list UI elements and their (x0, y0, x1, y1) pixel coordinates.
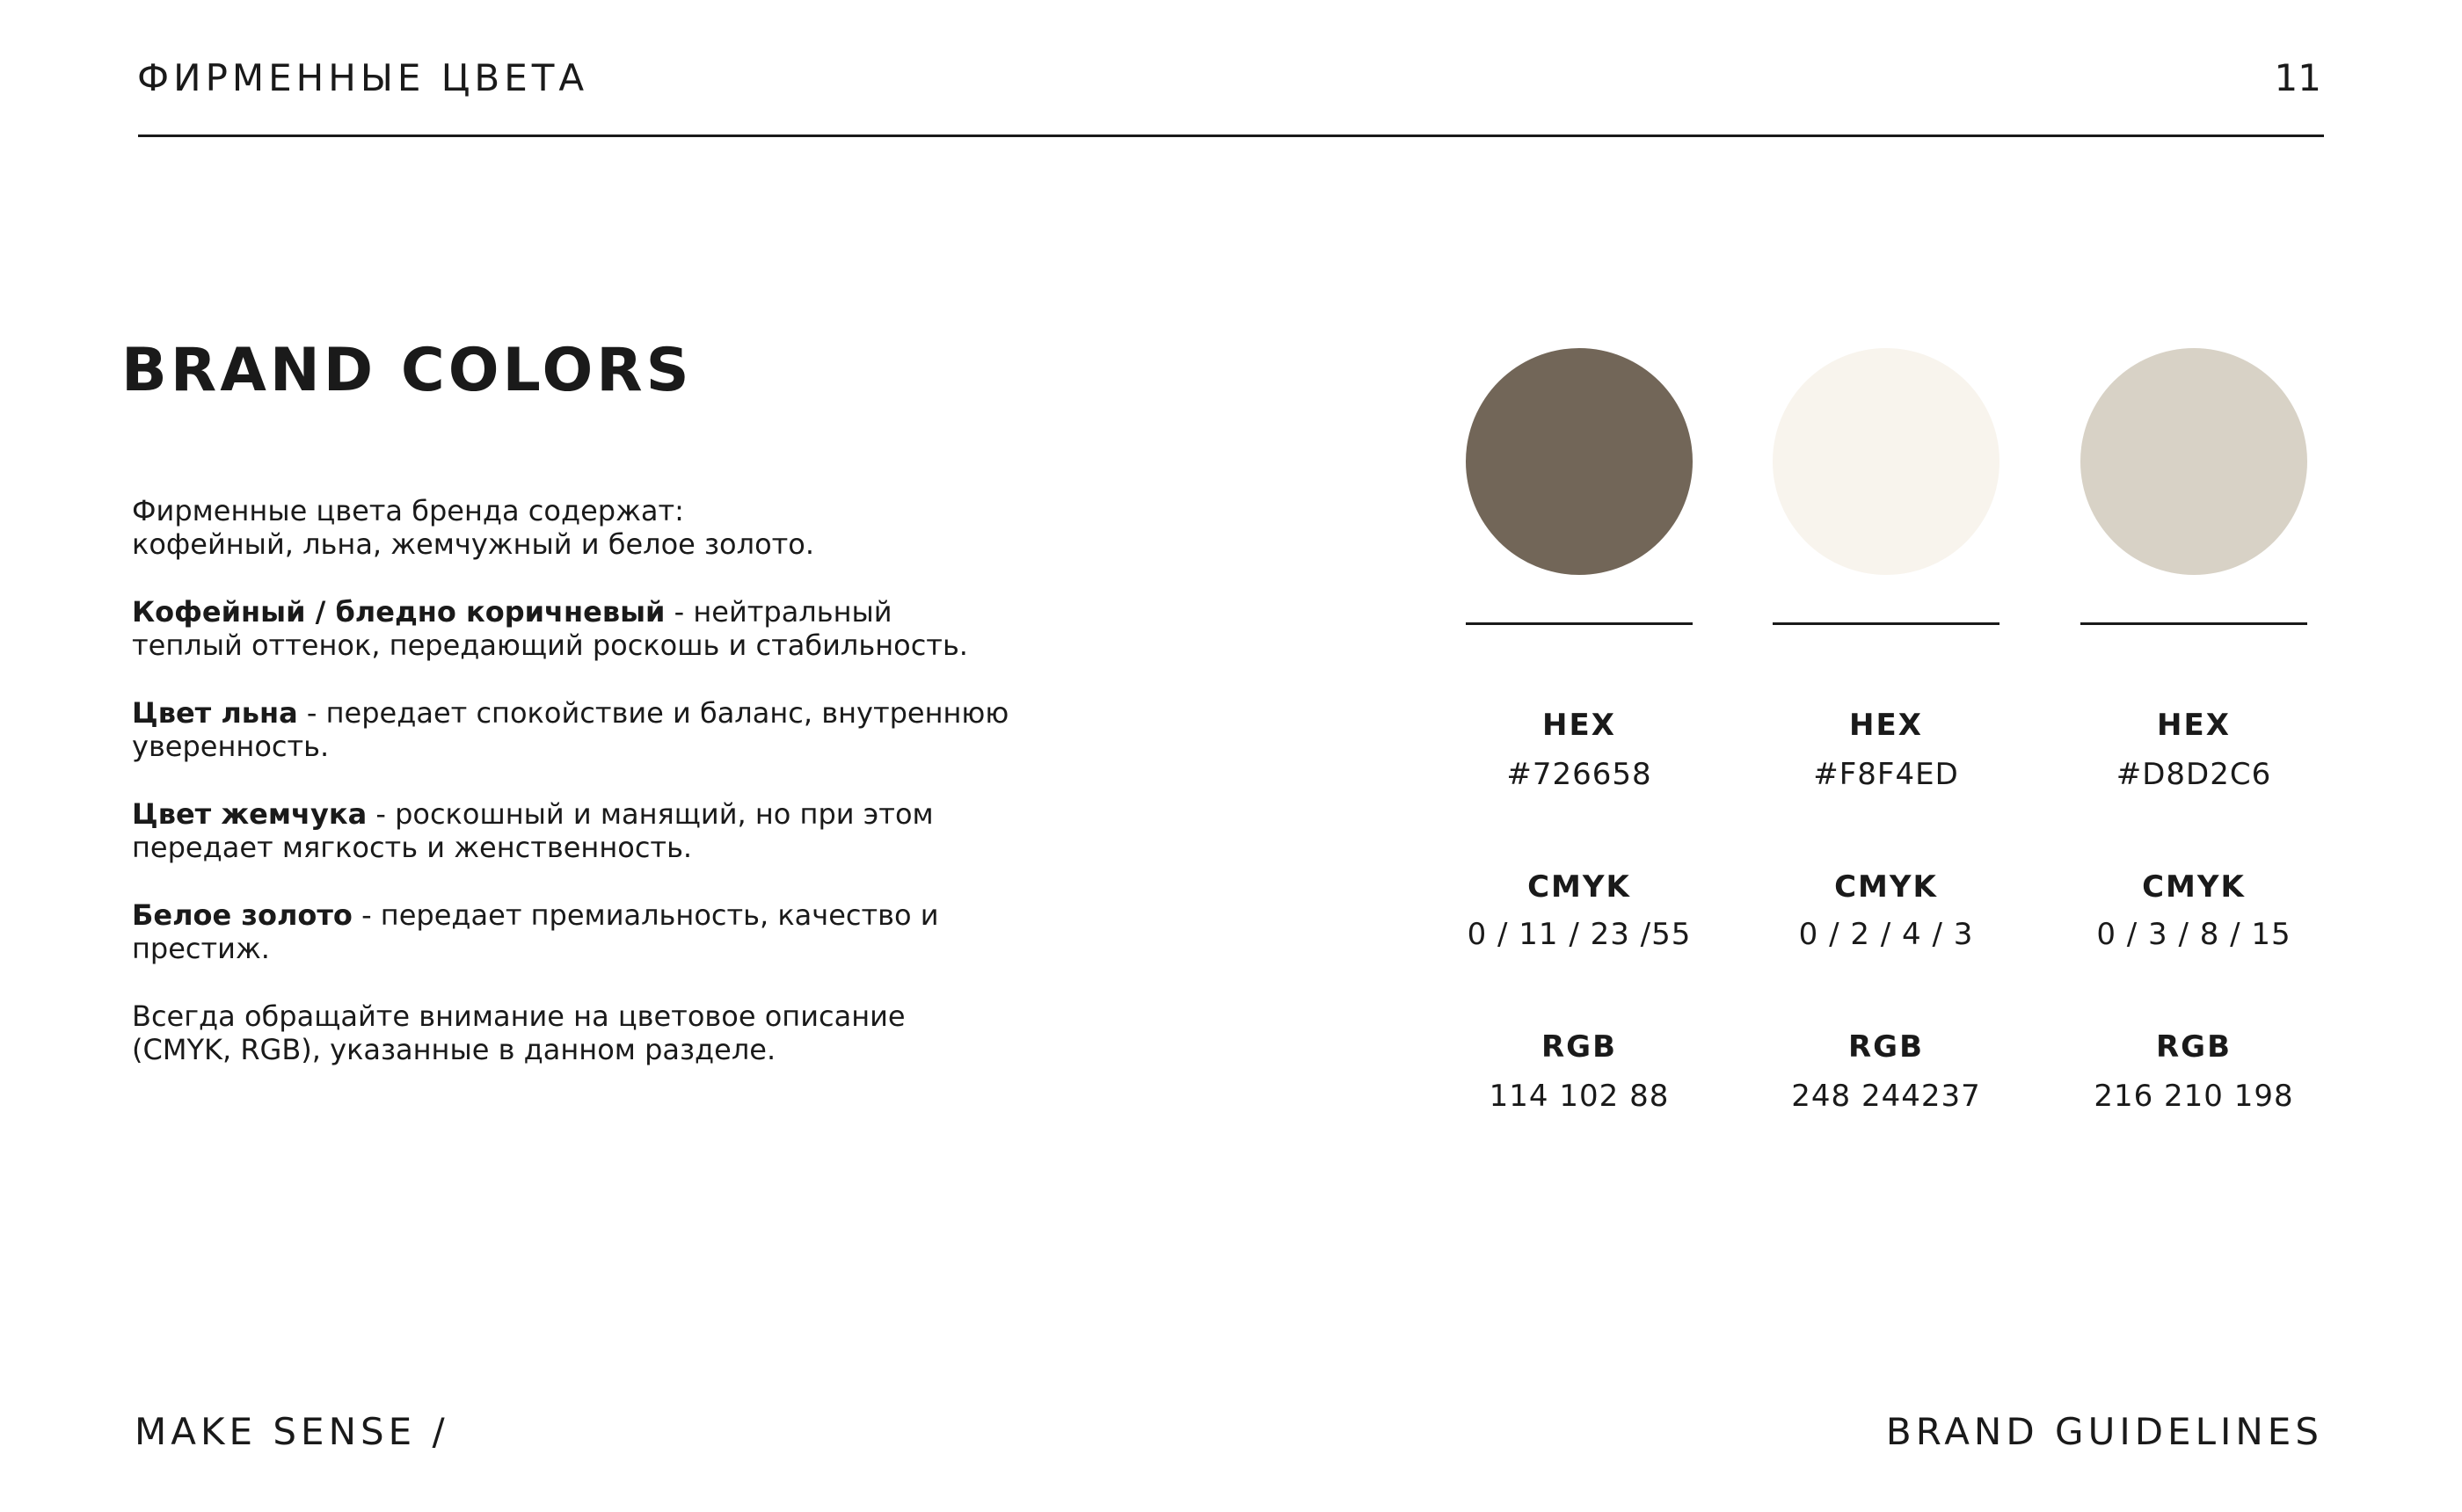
color-text: - передает премиальность, качество и престиж. (132, 898, 939, 965)
cmyk-label: CMYK (1527, 869, 1631, 905)
color-description-coffee (132, 595, 1011, 662)
note-paragraph: Всегда обращайте внимание на цветовое описание (CMYK, RGB), указанные в данном разделе. (132, 1000, 906, 1066)
swatch-divider (1466, 622, 1693, 625)
intro-paragraph (132, 494, 1011, 561)
hex-label: HEX (1542, 708, 1616, 743)
hex-value: #F8F4ED (1813, 757, 1959, 792)
rgb-label: RGB (1847, 1029, 1924, 1065)
rgb-value: 248 244237 (1791, 1079, 1981, 1114)
cmyk-label: CMYK (1834, 869, 1938, 905)
swatch-pearl (2080, 348, 2308, 1114)
rgb-label: RGB (1541, 1029, 1617, 1065)
swatch-circle (1466, 348, 1693, 575)
hex-value: #726658 (1506, 757, 1652, 792)
swatch-linen (1772, 348, 2000, 1114)
cmyk-label: CMYK (2142, 869, 2246, 905)
page-number: 11 (2274, 56, 2321, 99)
color-term: Белое золото (132, 898, 353, 932)
rgb-value: 216 210 198 (2094, 1079, 2294, 1114)
color-text: - роскошный и манящий, но при этом передает мягкость и женственность. (132, 797, 934, 864)
swatch-coffee (1465, 348, 1694, 1114)
intro-line-1: Фирменные цвета бренда содержат: (132, 494, 684, 527)
cmyk-value: 0 / 11 / 23 /55 (1467, 917, 1692, 952)
swatch-circle (1773, 348, 1999, 575)
header-divider (138, 134, 2324, 137)
hex-value: #D8D2C6 (2116, 757, 2272, 792)
color-text: - передает спокойствие и баланс, внутреннюю уверенность. (132, 696, 1009, 763)
footer-brand: MAKE SENSE / (135, 1410, 449, 1453)
cmyk-value: 0 / 2 / 4 / 3 (1798, 917, 1974, 952)
rgb-label: RGB (2155, 1029, 2232, 1065)
page-title: BRAND COLORS (121, 336, 693, 405)
color-term: Цвет жемчука (132, 797, 368, 831)
hex-label: HEX (1849, 708, 1923, 743)
color-description-pearl (132, 797, 1011, 864)
cmyk-value: 0 / 3 / 8 / 15 (2096, 917, 2291, 952)
footer-document-title: BRAND GUIDELINES (1885, 1410, 2323, 1453)
swatch-divider (2080, 622, 2307, 625)
description-block (132, 494, 1011, 1101)
header-title: ФИРМЕННЫЕ ЦВЕТА (137, 56, 589, 99)
swatch-divider (1773, 622, 1999, 625)
hex-label: HEX (2157, 708, 2231, 743)
color-term: Кофейный / бледно коричневый (132, 595, 666, 629)
color-term: Цвет льна (132, 696, 298, 730)
color-description-linen (132, 696, 1011, 763)
intro-line-2: кофейный, льна, жемчужный и белое золото. (132, 527, 815, 561)
rgb-value: 114 102 88 (1489, 1079, 1670, 1114)
color-text: - нейтральный теплый оттенок, передающий роскошь и стабильность. (132, 595, 968, 662)
swatch-circle (2080, 348, 2307, 575)
color-description-white-gold (132, 898, 1011, 965)
